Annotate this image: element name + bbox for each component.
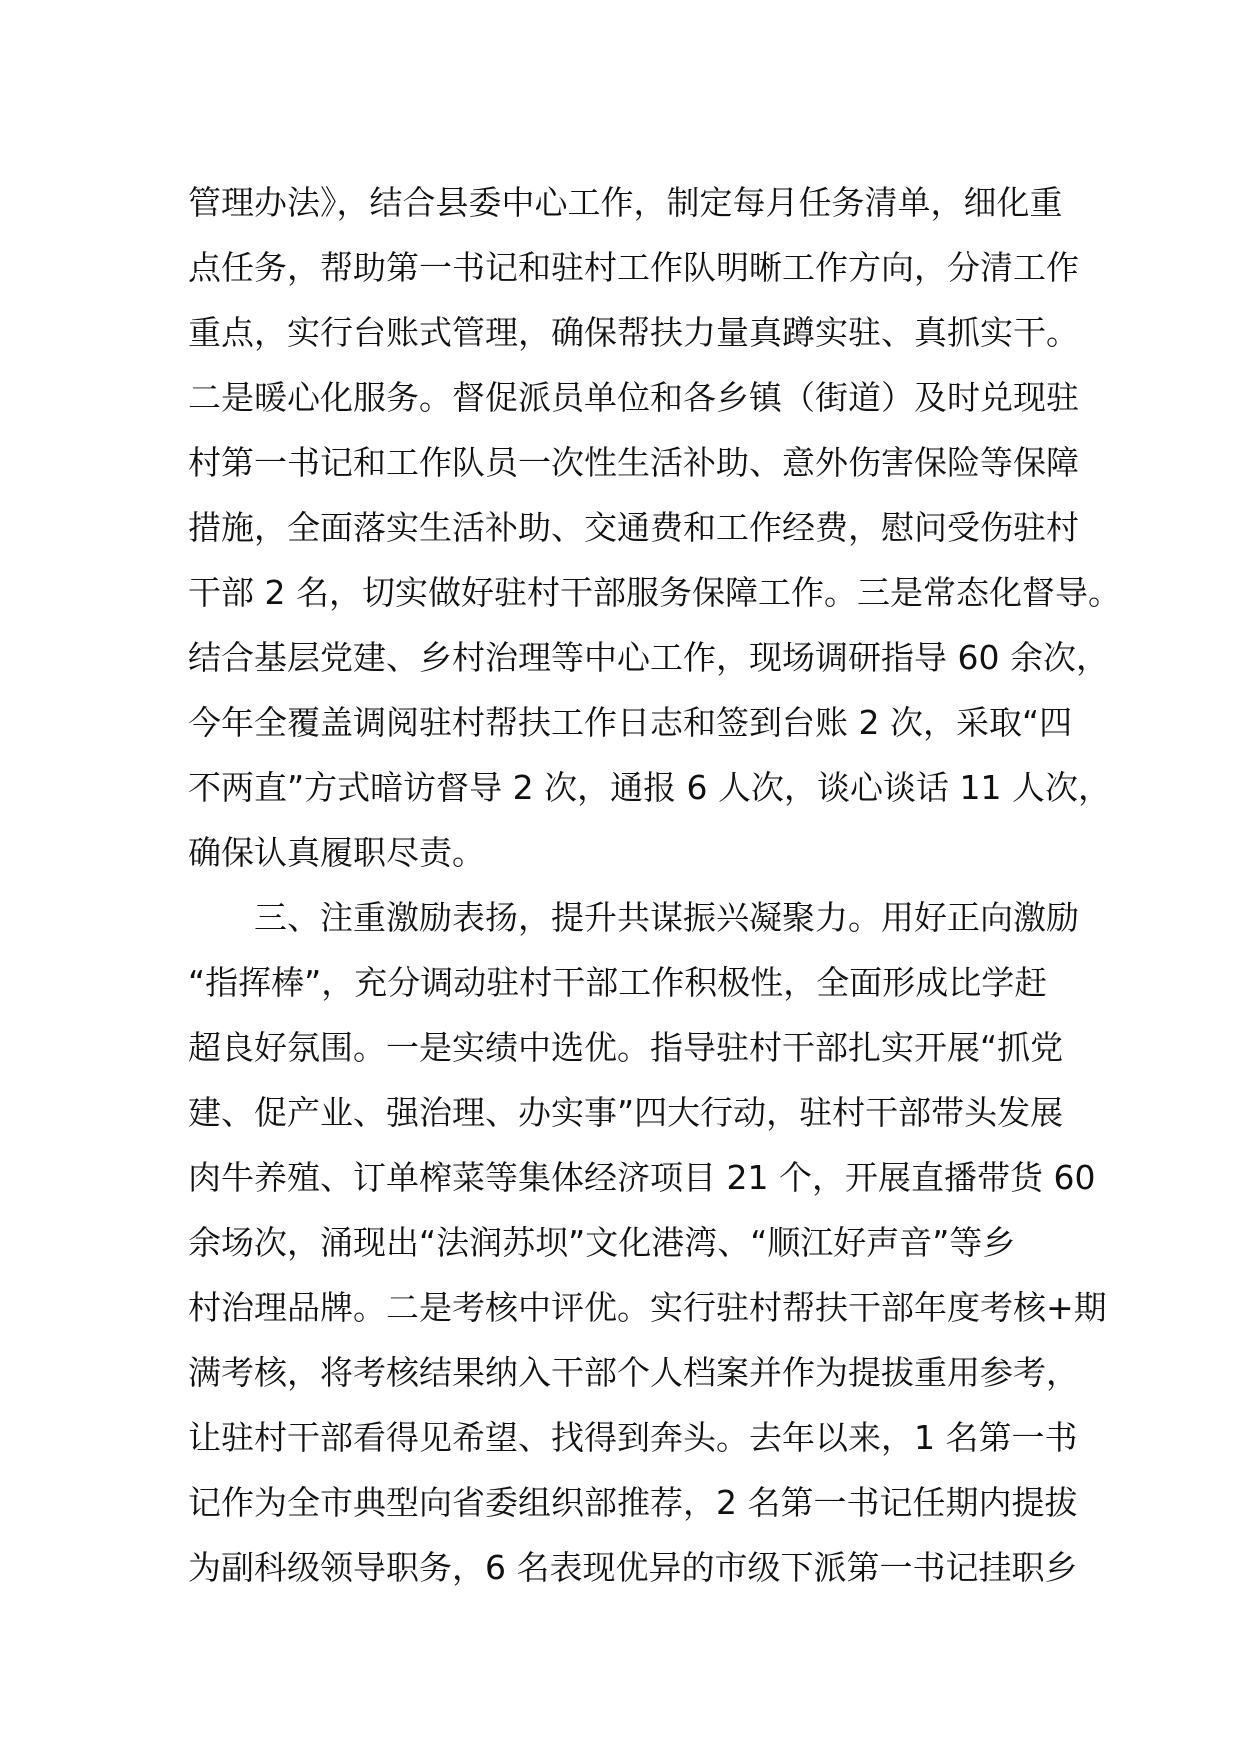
text-line: 村第一书记和工作队员一次性生活补助、意外伤害保险等保障 [188, 443, 1079, 482]
text-line: 超良好氛围。一是实绩中选优。指导驻村干部扎实开展“抓党 [188, 1028, 1064, 1067]
text-line: 结合基层党建、乡村治理等中心工作，现场调研指导 60 余次， [188, 638, 1109, 677]
section-heading-line: 三、注重激励表扬，提升共谋振兴凝聚力。用好正向激励 [188, 898, 1079, 937]
text-line: 满考核，将考核结果纳入干部个人档案并作为提拔重用参考， [188, 1353, 1079, 1392]
text-line: 村治理品牌。二是考核中评优。实行驻村帮扶干部年度考核+期 [188, 1288, 1107, 1327]
text-line: 让驻村干部看得见希望、找得到奔头。去年以来，1 名第一书 [188, 1418, 1078, 1457]
text-line: 二是暖心化服务。督促派员单位和各乡镇（街道）及时兑现驻 [188, 378, 1079, 417]
text-line: “指挥棒”，充分调动驻村干部工作积极性，全面形成比学赶 [188, 963, 1048, 1002]
text-line: 建、促产业、强治理、办实事”四大行动，驻村干部带头发展 [188, 1093, 1064, 1132]
text-line: 确保认真履职尽责。 [188, 833, 485, 872]
text-line: 点任务，帮助第一书记和驻村工作队明晰工作方向，分清工作 [188, 248, 1079, 287]
text-line: 为副科级领导职务，6 名表现优异的市级下派第一书记挂职乡 [188, 1548, 1078, 1587]
body-text [188, 170, 1121, 1600]
text-line: 措施，全面落实生活补助、交通费和工作经费，慰问受伤驻村 [188, 508, 1079, 547]
text-line: 肉牛养殖、订单榨菜等集体经济项目 21 个，开展直播带货 60 [188, 1158, 1096, 1197]
text-line: 重点，实行台账式管理，确保帮扶力量真蹲实驻、真抓实干。 [188, 313, 1079, 352]
text-line: 不两直”方式暗访督导 2 次，通报 6 人次，谈心谈话 11 人次， [188, 768, 1112, 807]
text-line: 记作为全市典型向省委组织部推荐，2 名第一书记任期内提拔 [188, 1483, 1078, 1522]
text-line: 余场次，涌现出“法润苏坝”文化港湾、“顺江好声音”等乡 [188, 1223, 1016, 1262]
text-line: 管理办法》，结合县委中心工作，制定每月任务清单，细化重 [188, 183, 1063, 222]
text-line: 干部 2 名，切实做好驻村干部服务保障工作。三是常态化督导。 [188, 573, 1121, 612]
text-line: 今年全覆盖调阅驻村帮扶工作日志和签到台账 2 次，采取“四 [188, 703, 1073, 742]
